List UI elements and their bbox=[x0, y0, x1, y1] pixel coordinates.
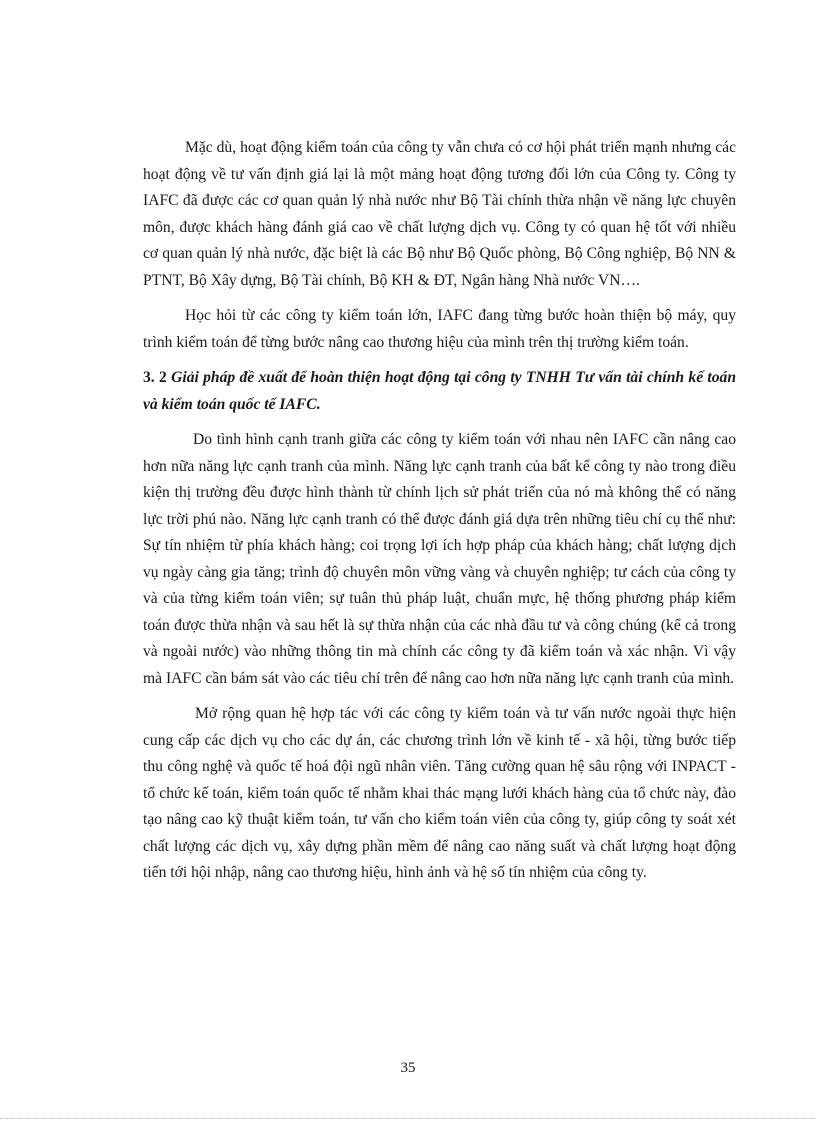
section-number: 3. 2 bbox=[143, 369, 167, 386]
section-heading bbox=[143, 365, 736, 418]
paragraph-competitiveness: Do tình hình cạnh tranh giữa các công ty kiểm toán với nhau nên IAFC cần nâng cao hơn nữa năng lực cạnh tranh của mình. Năng lực cạnh tranh của bất kể công ty nào trong điều kiện thị trường đều được hình thành từ chính lịch sử phát triển của nó mà không thể có năng lực trời phú nào. Năng lực cạnh tranh có thể được đánh giá dựa trên những tiêu chí cụ thể như: Sự tín nhiệm từ phía khách hàng; coi trọng lợi ích hợp pháp của khách hàng; chất lượng dịch vụ ngày càng gia tăng; trình độ chuyên môn vững vàng và chuyên nghiệp; tư cách của công ty và của từng kiểm toán viên; sự tuân thủ pháp luật, chuẩn mực, hệ thống phương pháp kiểm toán được thừa nhận và sau hết là sự thừa nhận của các nhà đầu tư và công chúng (kể cả trong và ngoài nước) vào những thông tin mà chính các công ty đã kiểm toán và xác nhận. Vì vậy mà IAFC cần bám sát vào các tiêu chí trên để nâng cao hơn nữa năng lực cạnh tranh của mình. bbox=[143, 431, 736, 687]
paragraph-cooperation: Mở rộng quan hệ hợp tác với các công ty kiểm toán và tư vấn nước ngoài thực hiện cung cấp các dịch vụ cho các dự án, các chương trình lớn về kinh tế - xã hội, từng bước tiếp thu công nghệ và quốc tế hoá đội ngũ nhân viên. Tăng cường quan hệ sâu rộng với INPACT - tổ chức kế toán, kiểm toán quốc tế nhằm khai thác mạng lưới khách hàng của tổ chức này, đào tạo nâng cao kỹ thuật kiểm toán, tư vấn cho kiểm toán viên của công ty, giúp công ty soát xét chất lượng các dịch vụ, xây dựng phần mềm để nâng cao năng suất và chất lượng hoạt động tiến tới hội nhập, nâng cao thương hiệu, hình ảnh và hệ số tín nhiệm của công ty. bbox=[143, 705, 736, 881]
page-number: 35 bbox=[400, 1060, 416, 1076]
section-title: Giải pháp đề xuất để hoàn thiện hoạt động tại công ty TNHH Tư vấn tài chính kế toán và kiểm toán quốc tế IAFC. bbox=[143, 369, 737, 413]
paragraph-learning: Học hỏi từ các công ty kiểm toán lớn, IAFC đang từng bước hoàn thiện bộ máy, quy trình kiểm toán để từng bước nâng cao thương hiệu của mình trên thị trường kiểm toán. bbox=[143, 307, 736, 351]
page-body bbox=[143, 135, 736, 896]
paragraph-company-relations: Mặc dù, hoạt động kiểm toán của công ty vẫn chưa có cơ hội phát triển mạnh nhưng các hoạt động về tư vấn định giá lại là một mảng hoạt động tương đối lớn của Công ty. Công ty IAFC đã được các cơ quan quản lý nhà nước như Bộ Tài chính thừa nhận về năng lực chuyên môn, được khách hàng đánh giá cao về chất lượng dịch vụ. Công ty có quan hệ tốt với nhiều cơ quan quản lý nhà nước, đặc biệt là các Bộ như Bộ Quốc phòng, Bộ Công nghiệp, Bộ NN & PTNT, Bộ Xây dựng, Bộ Tài chính, Bộ KH & ĐT, Ngân hàng Nhà nước VN…. bbox=[143, 139, 736, 289]
page-bottom-divider bbox=[0, 1118, 816, 1119]
